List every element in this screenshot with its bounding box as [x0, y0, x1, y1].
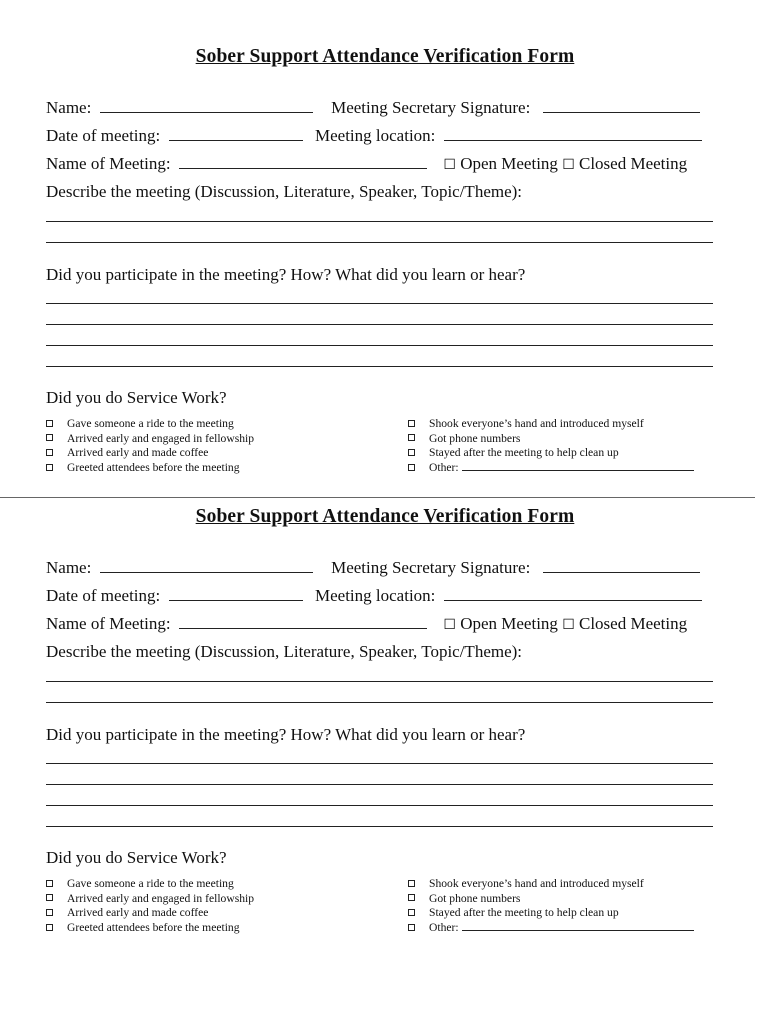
service-item[interactable]: Gave someone a ride to the meeting — [46, 877, 254, 892]
name-label: Name: — [46, 98, 92, 117]
open-meeting-checkbox[interactable]: ☐ — [443, 617, 456, 633]
closed-meeting-checkbox[interactable]: ☐ — [562, 617, 575, 633]
form-title: Sober Support Attendance Verification Form — [195, 46, 575, 67]
checkbox-icon[interactable] — [46, 420, 53, 427]
name-field[interactable] — [100, 558, 313, 573]
service-item[interactable]: Arrived early and engaged in fellowship — [46, 432, 254, 447]
date-label: Date of meeting: — [46, 126, 161, 145]
checkbox-icon[interactable] — [408, 880, 415, 887]
service-item[interactable]: Stayed after the meeting to help clean up — [408, 446, 694, 461]
meeting-name-label: Name of Meeting: — [46, 614, 171, 633]
secretary-signature-field[interactable] — [543, 98, 700, 113]
checkbox-icon[interactable] — [46, 464, 53, 471]
checkbox-icon[interactable] — [46, 924, 53, 931]
name-row — [46, 98, 700, 118]
secretary-signature-label: Meeting Secretary Signature: — [331, 98, 531, 117]
describe-line-1[interactable] — [46, 681, 713, 682]
service-item-other[interactable]: Other: — [408, 921, 694, 936]
checkbox-icon[interactable] — [408, 434, 415, 441]
location-field[interactable] — [444, 586, 702, 601]
service-list-left — [46, 877, 254, 935]
checkbox-icon[interactable] — [46, 909, 53, 916]
meeting-name-label: Name of Meeting: — [46, 154, 171, 173]
describe-line-1[interactable] — [46, 221, 713, 222]
date-location-row — [46, 586, 702, 606]
open-meeting-label: Open Meeting — [460, 614, 558, 633]
closed-meeting-label: Closed Meeting — [579, 614, 688, 633]
other-field[interactable] — [462, 921, 694, 931]
participate-line-1[interactable] — [46, 763, 713, 764]
location-field[interactable] — [444, 126, 702, 141]
participate-line-3[interactable] — [46, 805, 713, 806]
open-meeting-label: Open Meeting — [460, 154, 558, 173]
date-field[interactable] — [169, 586, 303, 601]
service-item[interactable]: Greeted attendees before the meeting — [46, 461, 254, 476]
secretary-signature-label: Meeting Secretary Signature: — [331, 558, 531, 577]
participate-line-2[interactable] — [46, 324, 713, 325]
date-field[interactable] — [169, 126, 303, 141]
describe-label: Describe the meeting (Discussion, Literature, Speaker, Topic/Theme): — [46, 642, 523, 661]
service-item-other[interactable]: Other: — [408, 461, 694, 476]
service-item[interactable]: Stayed after the meeting to help clean up — [408, 906, 694, 921]
checkbox-icon[interactable] — [408, 449, 415, 456]
other-field[interactable] — [462, 461, 694, 471]
service-item[interactable]: Greeted attendees before the meeting — [46, 921, 254, 936]
checkbox-icon[interactable] — [46, 434, 53, 441]
participate-line-4[interactable] — [46, 826, 713, 827]
meeting-name-field[interactable] — [179, 154, 427, 169]
date-label: Date of meeting: — [46, 586, 161, 605]
service-item[interactable]: Gave someone a ride to the meeting — [46, 417, 254, 432]
service-label: Did you do Service Work? — [46, 848, 227, 867]
closed-meeting-checkbox[interactable]: ☐ — [562, 157, 575, 173]
name-label: Name: — [46, 558, 92, 577]
service-item[interactable]: Got phone numbers — [408, 892, 694, 907]
service-item[interactable]: Shook everyone’s hand and introduced myself — [408, 877, 694, 892]
participate-line-3[interactable] — [46, 345, 713, 346]
meeting-name-row — [46, 614, 687, 634]
meeting-name-field[interactable] — [179, 614, 427, 629]
name-row — [46, 558, 700, 578]
service-list-right — [408, 877, 694, 935]
name-field[interactable] — [100, 98, 313, 113]
service-item[interactable]: Arrived early and made coffee — [46, 906, 254, 921]
service-item[interactable]: Shook everyone’s hand and introduced myself — [408, 417, 694, 432]
form-divider — [0, 497, 755, 498]
open-meeting-checkbox[interactable]: ☐ — [443, 157, 456, 173]
describe-line-2[interactable] — [46, 242, 713, 243]
participate-line-2[interactable] — [46, 784, 713, 785]
service-list-right — [408, 417, 694, 475]
checkbox-icon[interactable] — [408, 464, 415, 471]
service-item[interactable]: Got phone numbers — [408, 432, 694, 447]
checkbox-icon[interactable] — [46, 449, 53, 456]
service-label: Did you do Service Work? — [46, 388, 227, 407]
describe-label: Describe the meeting (Discussion, Literature, Speaker, Topic/Theme): — [46, 182, 523, 201]
checkbox-icon[interactable] — [46, 894, 53, 901]
checkbox-icon[interactable] — [408, 924, 415, 931]
describe-line-2[interactable] — [46, 702, 713, 703]
checkbox-icon[interactable] — [408, 909, 415, 916]
service-list-left — [46, 417, 254, 475]
service-item[interactable]: Arrived early and engaged in fellowship — [46, 892, 254, 907]
service-item[interactable]: Arrived early and made coffee — [46, 446, 254, 461]
closed-meeting-label: Closed Meeting — [579, 154, 688, 173]
date-location-row — [46, 126, 702, 146]
location-label: Meeting location: — [315, 126, 436, 145]
checkbox-icon[interactable] — [408, 894, 415, 901]
form-title: Sober Support Attendance Verification Form — [195, 506, 575, 527]
participate-line-1[interactable] — [46, 303, 713, 304]
participate-label: Did you participate in the meeting? How? What did you learn or hear? — [46, 265, 526, 284]
checkbox-icon[interactable] — [408, 420, 415, 427]
checkbox-icon[interactable] — [46, 880, 53, 887]
secretary-signature-field[interactable] — [543, 558, 700, 573]
meeting-name-row — [46, 154, 687, 174]
location-label: Meeting location: — [315, 586, 436, 605]
participate-label: Did you participate in the meeting? How? What did you learn or hear? — [46, 725, 526, 744]
participate-line-4[interactable] — [46, 366, 713, 367]
